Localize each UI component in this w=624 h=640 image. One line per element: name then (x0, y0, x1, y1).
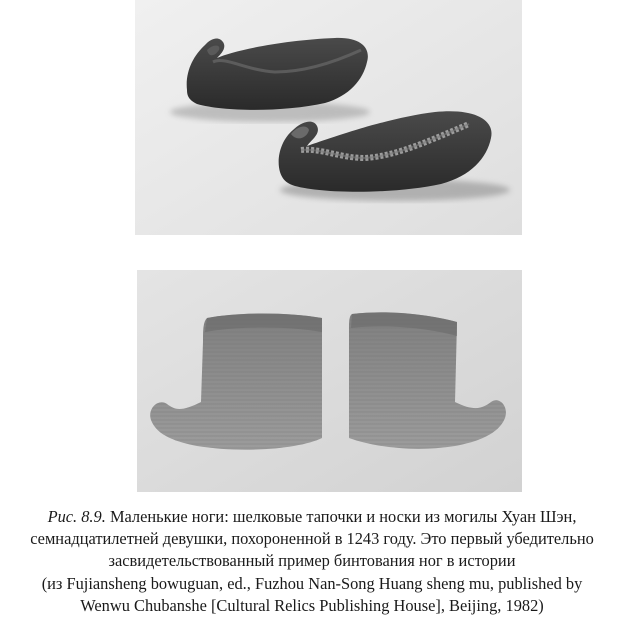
caption-line-2: семнадцатилетней девушки, похороненной в 1243 году. Это первый убедительно (30, 529, 594, 549)
caption-text-1: Маленькие ноги: шелковые тапочки и носки из могилы Хуан Шэн, (109, 507, 577, 526)
back-slipper (170, 38, 370, 122)
figure-label: Рис. 8.9. (47, 507, 106, 526)
figure-caption (0, 506, 624, 617)
socks-photo (137, 270, 522, 492)
caption-line-3: засвидетельствованный пример бинтования ног в истории (108, 551, 516, 571)
caption-line-1 (0, 506, 624, 528)
photo-background (137, 270, 522, 492)
slippers-photo-graphic (135, 0, 522, 235)
socks-photo-graphic (137, 270, 522, 492)
source-line-2: Wenwu Chubanshe [Cultural Relics Publishing House], Beijing, 1982) (80, 595, 544, 615)
slippers-photo (135, 0, 522, 235)
front-slipper (279, 111, 510, 201)
source-line-1: (из Fujiansheng bowuguan, ed., Fuzhou Nan-Song Huang sheng mu, published by (41, 573, 583, 593)
